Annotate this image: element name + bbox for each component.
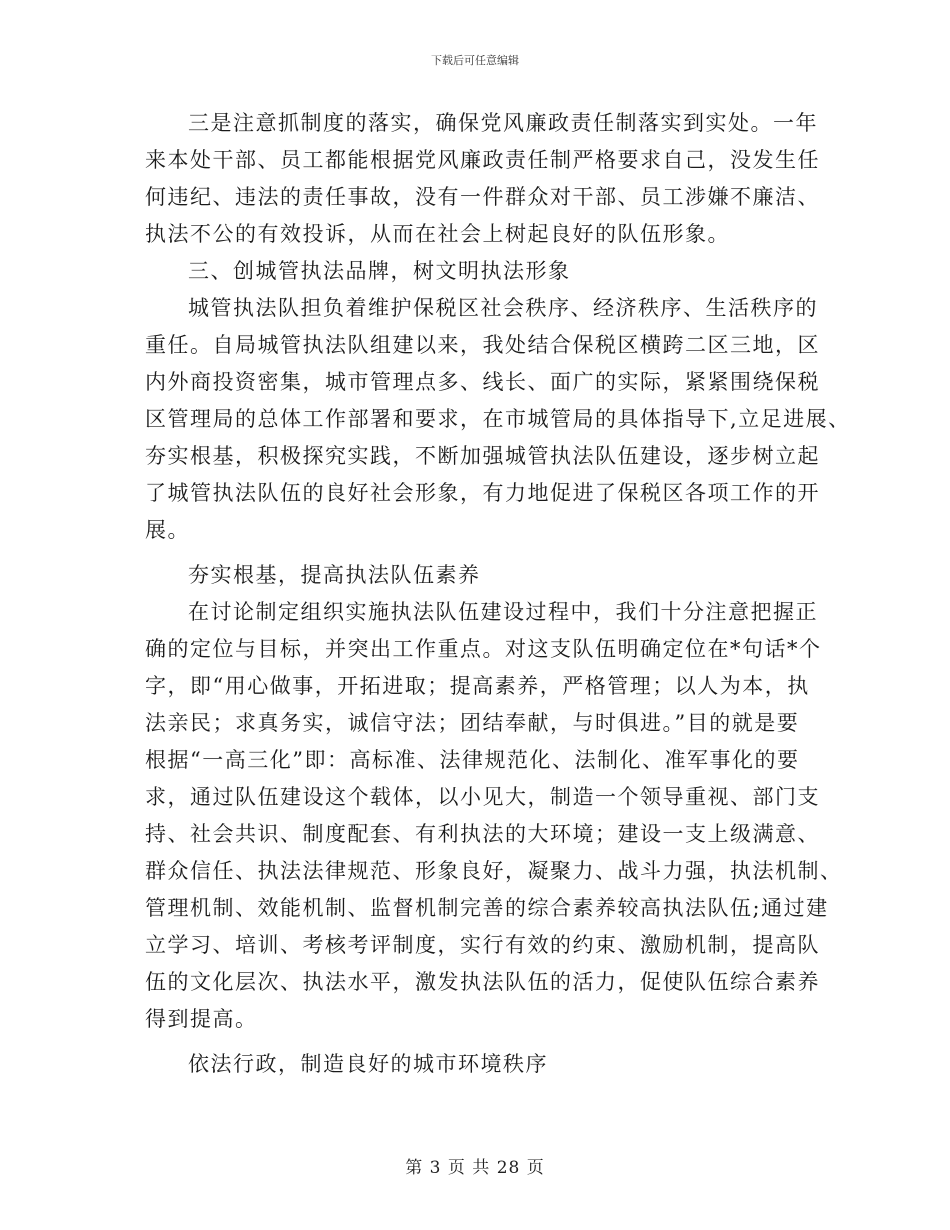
paragraph-line: 执法不公的有效投诉，从而在社会上树起良好的队伍形象。 <box>145 222 730 246</box>
paragraph-line: 了城管执法队伍的良好社会形象，有力地促进了保税区各项工作的开 <box>145 481 820 505</box>
paragraph-line: 区管理局的总体工作部署和要求，在市城管局的具体指导下,立足进展、 <box>145 407 851 431</box>
paragraph-line: 何违纪、违法的责任事故，没有一件群众对干部、员工涉嫌不廉洁、 <box>145 185 820 209</box>
paragraph-line: 求，通过队伍建设这个载体，以小见大，制造一个领导重视、部门支 <box>145 785 820 809</box>
paragraph-line: 群众信任、执法法律规范、形象良好，凝聚力、战斗力强，执法机制、 <box>145 859 843 883</box>
paragraph-line: 得到提高。 <box>145 1007 258 1031</box>
subsection-heading: 夯实根基，提高执法队伍素养 <box>188 563 481 587</box>
page-header: 下载后可任意编辑 <box>431 54 519 67</box>
paragraph-line: 立学习、培训、考核考评制度，实行有效的约束、激励机制，提高队 <box>145 933 820 957</box>
page-number: 第 3 页 共 28 页 <box>405 1158 545 1178</box>
paragraph-line: 夯实根基，积极探究实践，不断加强城管执法队伍建设，逐步树立起 <box>145 444 820 468</box>
paragraph-line: 在讨论制定组织实施执法队伍建设过程中，我们十分注意把握正 <box>188 600 818 624</box>
paragraph-line: 法亲民；求真务实，诚信守法；团结奉献，与时俱进。”目的就是要 <box>145 711 800 735</box>
paragraph-line: 重任。自局城管执法队组建以来，我处结合保税区横跨二区三地，区 <box>145 333 820 357</box>
paragraph-line: 字，即“用心做事，开拓进取；提高素养，严格管理；以人为本，执 <box>145 674 810 698</box>
paragraph-line: 城管执法队担负着维护保税区社会秩序、经济秩序、生活秩序的 <box>188 296 818 320</box>
paragraph-line: 伍的文化层次、执法水平，激发执法队伍的活力，促使队伍综合素养 <box>145 970 820 994</box>
paragraph-line: 三是注意抓制度的落实，确保党风廉政责任制落实到实处。一年 <box>188 111 818 135</box>
paragraph-line: 展。 <box>145 518 190 542</box>
section-heading: 三、创城管执法品牌，树文明执法形象 <box>188 259 571 283</box>
paragraph-line: 管理机制、效能机制、监督机制完善的综合素养较高执法队伍;通过建 <box>145 896 829 920</box>
paragraph-line: 根据“一高三化”即：高标准、法律规范化、法制化、准军事化的要 <box>145 748 800 772</box>
paragraph-line: 持、社会共识、制度配套、有利执法的大环境；建设一支上级满意、 <box>145 822 820 846</box>
paragraph-line: 确的定位与目标，并突出工作重点。对这支队伍明确定位在*句话*个 <box>145 637 822 661</box>
paragraph-line: 来本处干部、员工都能根据党风廉政责任制严格要求自己，没发生任 <box>145 148 820 172</box>
subsection-heading: 依法行政，制造良好的城市环境秩序 <box>188 1052 548 1076</box>
paragraph-line: 内外商投资密集，城市管理点多、线长、面广的实际，紧紧围绕保税 <box>145 370 820 394</box>
